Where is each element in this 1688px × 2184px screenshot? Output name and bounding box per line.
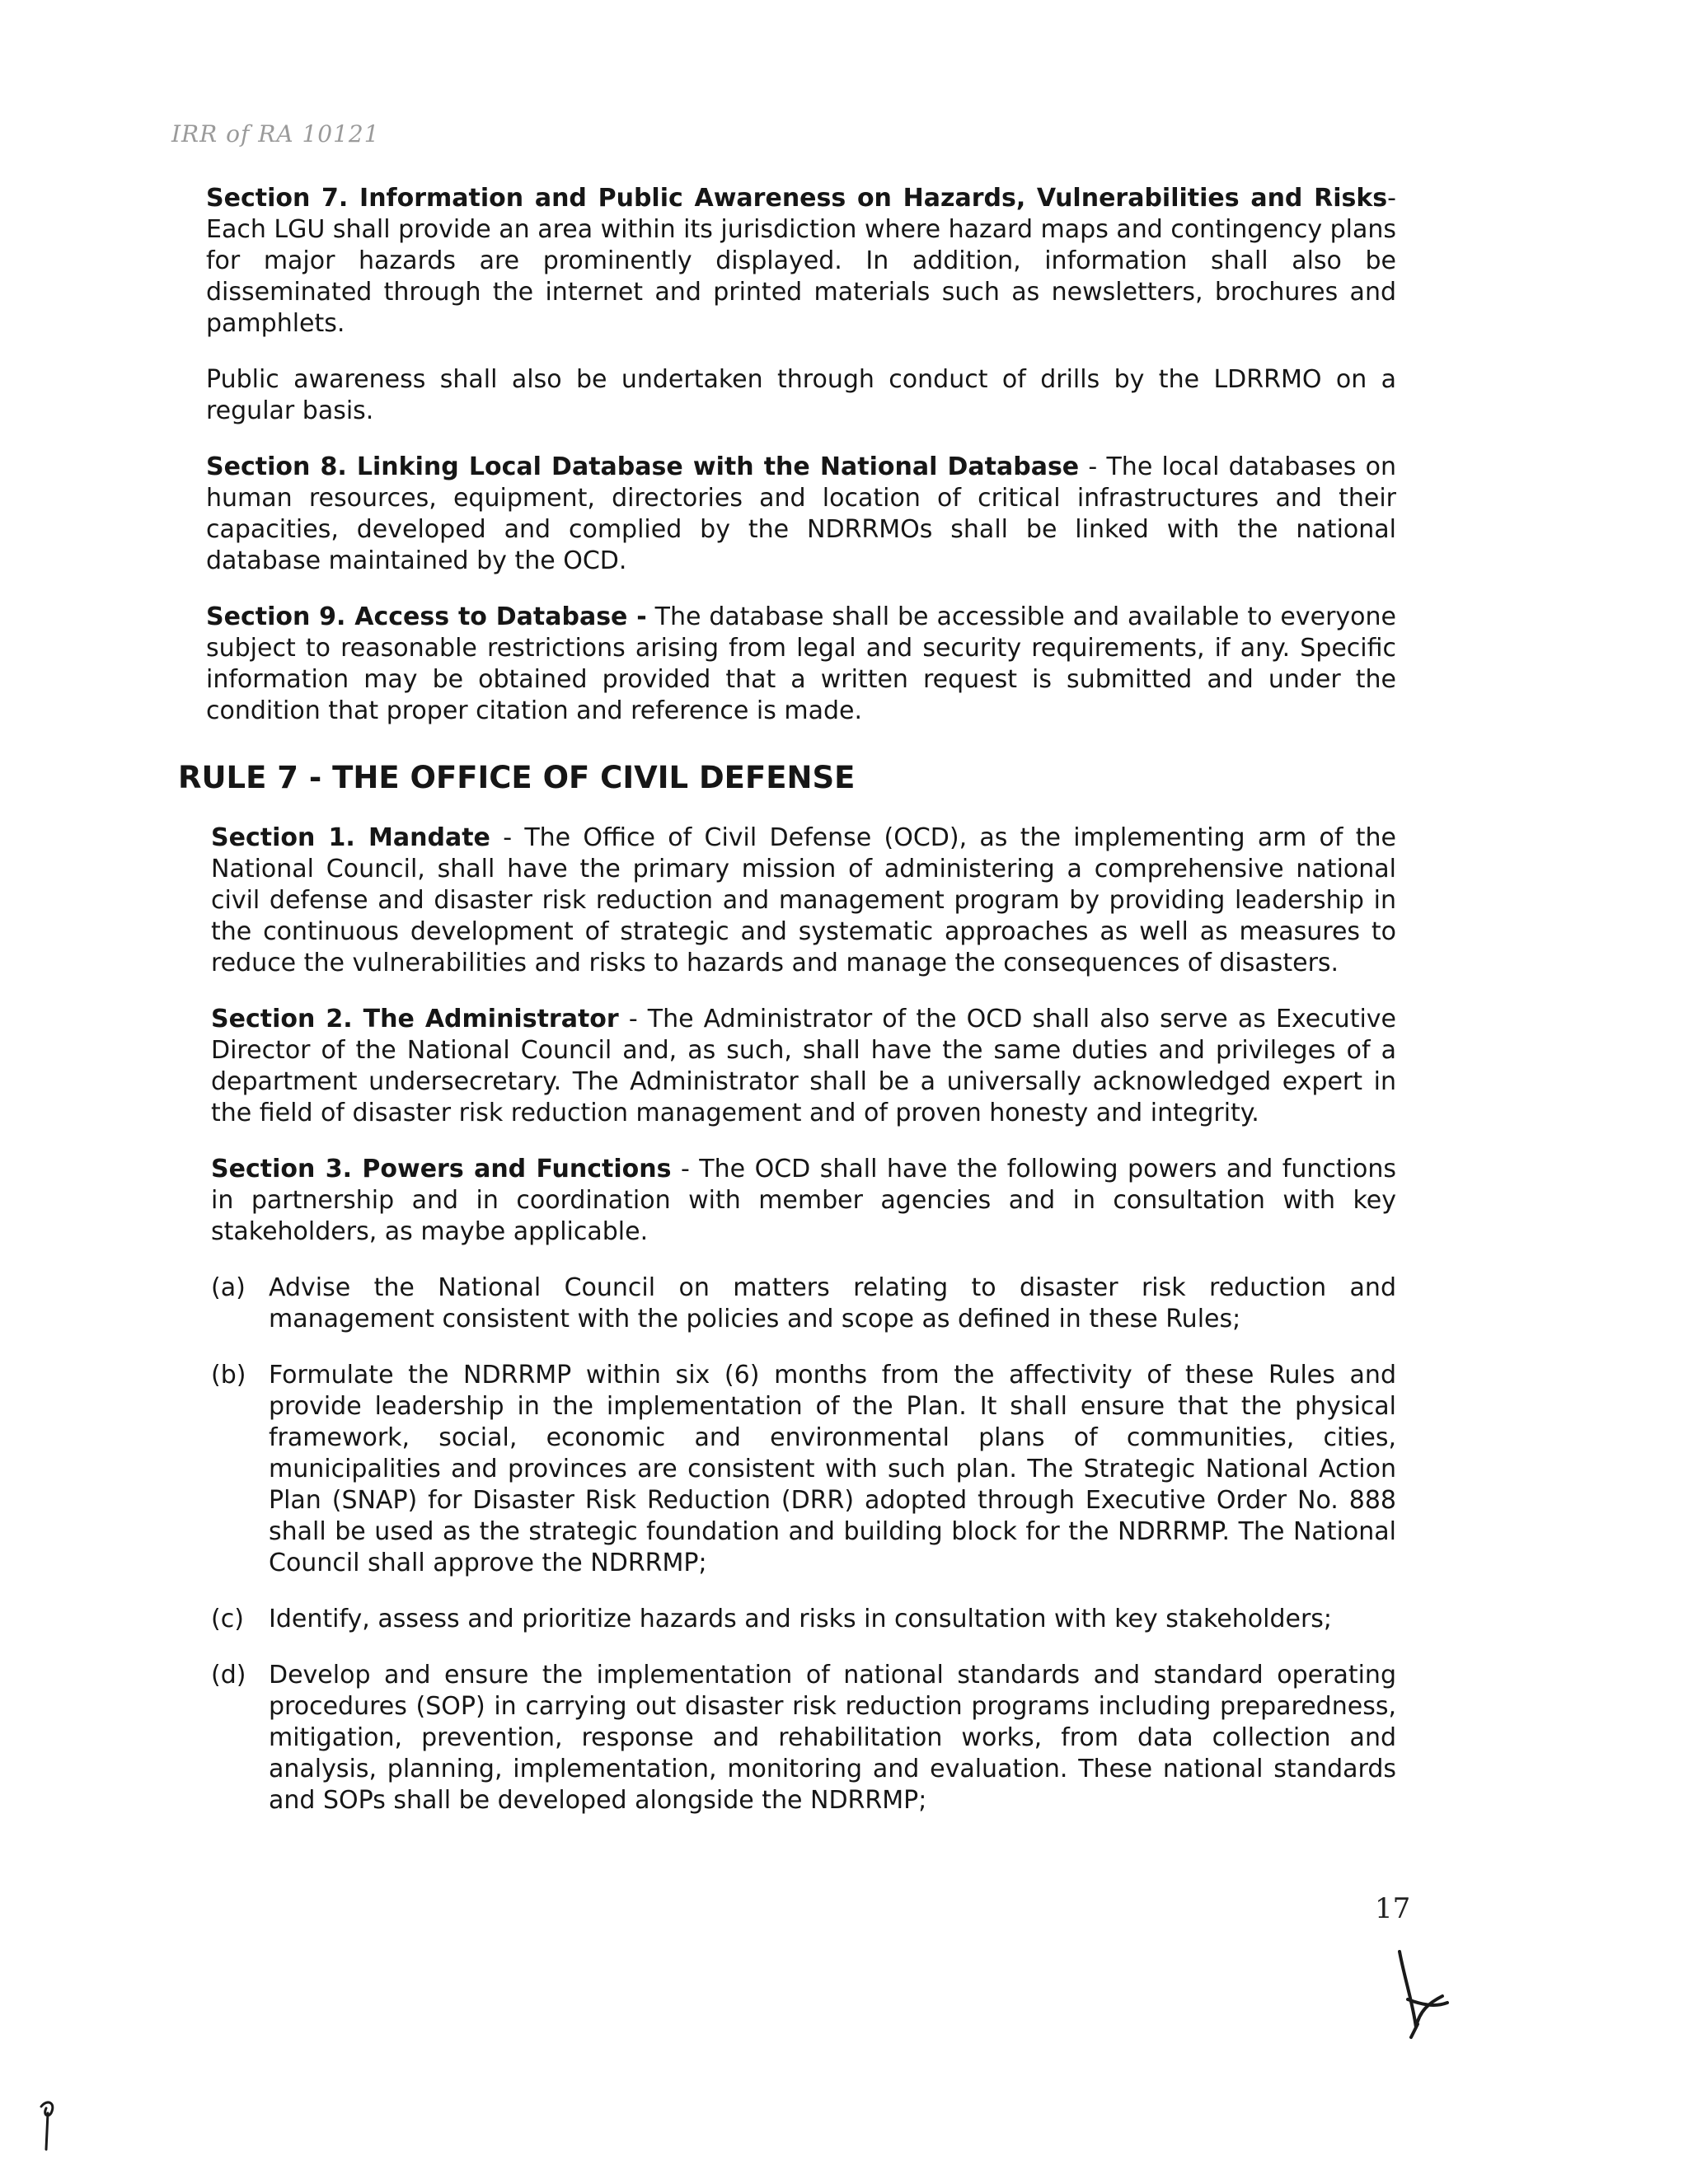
section-9-body: The database shall be accessible and available to everyone subject to reasonable restrictions arising from legal and security requirements, if any. Specific information may be obtained provided that a written request is submitted and under the condition that proper citation and reference is made. (206, 602, 1396, 725)
section-7 (206, 183, 1396, 340)
section-9-separator (647, 602, 655, 631)
document-body (178, 183, 1397, 1841)
rule7-section-3 (206, 1154, 1396, 1248)
section-8-separator: - (1079, 452, 1107, 481)
section-8 (206, 452, 1396, 577)
section-7-title: Section 7. Information and Public Awareness on Hazards, Vulnerabilities and Risks (206, 184, 1388, 213)
list-item-label: (d) (211, 1661, 246, 1690)
list-item-text: Formulate the NDRRMP within six (6) months from the affectivity of these Rules and provide leadership in the implementation of the Plan. It shall ensure that the physical framework, social, economic and environmental plans of communities, cities, municipalities and provinces are consistent with such plan. The Strategic National Action Plan (SNAP) for Disaster Risk Reduction (DRR) adopted through Executive Order No. 888 shall be used as the strategic foundation and building block for the NDRRMP. The National Council shall approve the NDRRMP; (269, 1361, 1396, 1577)
handwritten-mark-icon (33, 2097, 66, 2154)
handwritten-initials-icon (1388, 1945, 1454, 2044)
rule7-section-3-separator: - (671, 1155, 700, 1183)
list-item-text: Develop and ensure the implementation of national standards and standard operating procedures (SOP) in carrying out disaster risk reduction programs including preparedness, mitigation, prevention, response and rehabilitation works, from data collection and analysis, planning, implementation, monitoring and evaluation. These national standards and SOPs shall be developed alongside the NDRRMP; (269, 1661, 1396, 1815)
rule7-section-1-title: Section 1. Mandate (211, 823, 490, 852)
list-item-text: Identify, assess and prioritize hazards and risks in consultation with key stakeholders; (269, 1605, 1333, 1633)
list-item-d (211, 1660, 1396, 1816)
list-item-b (211, 1360, 1396, 1579)
section-9 (206, 602, 1396, 727)
section-7-separator: - (1387, 184, 1396, 213)
list-item-label: (b) (211, 1361, 246, 1390)
section-7-continuation: Public awareness shall also be undertaken through conduct of drills by the LDRRMO on a regular basis. (206, 365, 1396, 425)
list-item-a (211, 1272, 1396, 1335)
rule-heading: RULE 7 - THE OFFICE OF CIVIL DEFENSE (178, 760, 856, 795)
list-item-text: Advise the National Council on matters relating to disaster risk reduction and management consistent with the policies and scope as defined in these Rules; (269, 1273, 1396, 1333)
rule7-section-1 (206, 823, 1396, 979)
rule7-section-2 (206, 1004, 1396, 1129)
list-item-label: (c) (211, 1605, 244, 1633)
list-item-c (211, 1604, 1396, 1635)
rule7-section-3-title: Section 3. Powers and Functions (211, 1155, 672, 1183)
rule7-section-2-separator: - (618, 1005, 648, 1033)
list-item-label: (a) (211, 1273, 246, 1302)
rule7-section-2-body: The Administrator of the OCD shall also serve as Executive Director of the National Council and, as such, shall have the same duties and privileges of a department undersecretary. The Administrator shall be a universally acknowledged expert in the field of disaster risk reduction management and of proven honesty and integrity. (211, 1005, 1397, 1127)
section-9-title: Section 9. Access to Database - (206, 602, 647, 631)
rule7-section-2-title: Section 2. The Administrator (211, 1005, 619, 1033)
page-number: 17 (1375, 1892, 1411, 1925)
section-7-body: Each LGU shall provide an area within its jurisdiction where hazard maps and contingency plans for major hazards are prominently displayed. In addition, information shall also be disseminated through the internet and printed materials such as newsletters, brochures and pamphlets. (206, 215, 1397, 338)
rule7-section-1-separator: - (490, 823, 525, 852)
section-8-body: The local databases on human resources, equipment, directories and location of critical infrastructures and their capacities, developed and complied by the NDRRMOs shall be linked with the national database maintained by the OCD. (206, 452, 1396, 575)
rule7-section-3-body: The OCD shall have the following powers and functions in partnership and in coordination with member agencies and in consultation with key stakeholders, as maybe applicable. (211, 1155, 1396, 1246)
section-8-title: Section 8. Linking Local Database with the National Database (206, 452, 1080, 481)
rule7-section-1-body: The Office of Civil Defense (OCD), as the implementing arm of the National Council, shall have the primary mission of administering a comprehensive national civil defense and disaster risk reduction and management program by providing leadership in the continuous development of strategic and systematic approaches as well as measures to reduce the vulnerabilities and risks to hazards and manage the consequences of disasters. (211, 823, 1396, 977)
running-header: IRR of RA 10121 (171, 120, 380, 148)
